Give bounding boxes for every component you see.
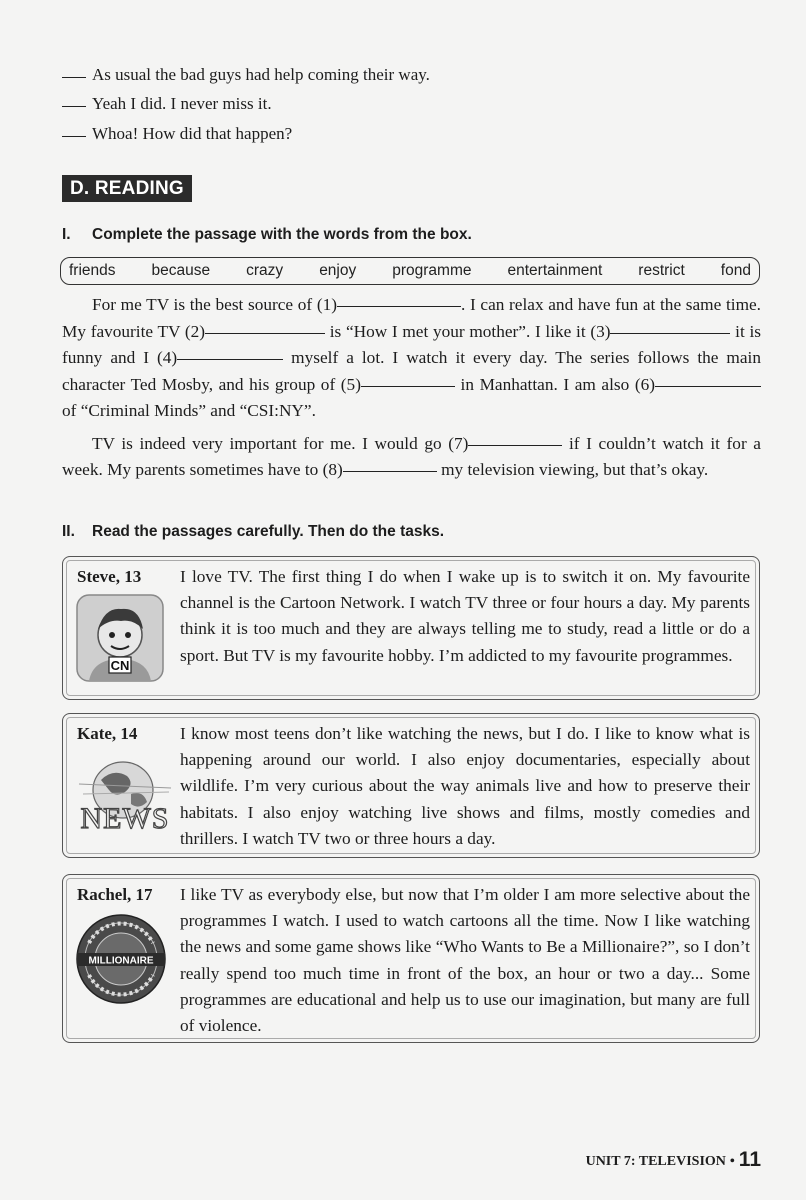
answer-blank[interactable] <box>62 106 86 107</box>
matching-item <box>62 124 292 144</box>
profile-card-rachel <box>62 874 760 1043</box>
passage-text: of “Criminal Minds” and “CSI:NY”. <box>62 401 316 420</box>
page-number: 11 <box>738 1148 761 1171</box>
gap-8[interactable] <box>343 471 437 472</box>
card-name: Steve, 13 <box>77 567 142 586</box>
matching-text: As usual the bad guys had help coming their way. <box>92 65 430 84</box>
gap-6[interactable] <box>655 386 761 387</box>
task-number: I. <box>62 226 71 243</box>
card-text: I like TV as everybody else, but now that I’m older I am more selective about the programmes I watch. I used to watch cartoons all the time. Now I like watching the news and some game shows like “Who Wants to Be a Millionaire?”, so I don’t really spend too much time in front of the box, an hour or two a day... Some programmes are educational and help us to use our imagination, but many are full of violence. <box>180 885 750 1036</box>
task-instruction: Read the passages carefully. Then do the tasks. <box>92 523 445 540</box>
word-box <box>60 257 760 285</box>
task-instruction: Complete the passage with the words from the box. <box>92 226 472 243</box>
cloze-passage <box>62 292 761 484</box>
passage-paragraph <box>62 292 761 425</box>
task-1-heading <box>62 226 472 244</box>
card-text: I love TV. The first thing I do when I wake up is to switch it on. My favourite channel is the Cartoon Network. I watch TV three or four hours a day. My parents think it is too much and they are always telling me to study, read a little or do a sport. But TV is my favourite hobby. I’m addicted to my favourite programmes. <box>180 567 750 665</box>
passage-text: TV is indeed very important for me. I would go (7) <box>92 433 469 453</box>
gap-5[interactable] <box>361 386 455 387</box>
word-box-item: restrict <box>638 262 685 279</box>
profile-card-kate <box>62 713 760 858</box>
passage-text: is “How I met your mother”. I like it (3) <box>325 321 611 341</box>
gap-1[interactable] <box>337 306 461 307</box>
unit-title: UNIT 7: TELEVISION <box>585 1154 726 1169</box>
card-name: Rachel, 17 <box>77 885 153 904</box>
word-box-item: programme <box>392 262 472 279</box>
word-box-item: fond <box>720 262 751 279</box>
news-globe-logo <box>75 754 175 838</box>
passage-text: in Manhattan. I am also (6) <box>454 374 655 394</box>
passage-text: it is funny and I (4) <box>62 321 761 367</box>
gap-7[interactable] <box>468 445 562 446</box>
passage-text: if I couldn’t watch it for a week. My parents sometimes have to (8) <box>62 433 761 479</box>
card-name: Kate, 14 <box>77 724 138 743</box>
passage-text: myself a lot. I watch it every day. The series follows the main character Ted Mosby, and his group of (5) <box>62 348 761 394</box>
word-box-item: crazy <box>246 262 284 279</box>
word-box-item: friends <box>69 262 116 279</box>
word-box-item: enjoy <box>319 262 357 279</box>
matching-item <box>62 94 272 114</box>
gap-3[interactable] <box>610 333 730 334</box>
passage-text: my television viewing, but that’s okay. <box>436 460 709 479</box>
gap-2[interactable] <box>205 333 325 334</box>
word-box-item: because <box>151 262 211 279</box>
svg-text:NEWS: NEWS <box>80 802 170 834</box>
answer-blank[interactable] <box>62 136 86 137</box>
card-text: I know most teens don’t like watching the news, but I do. I like to know what is happening around our world. I also enjoy documentaries, especially about wildlife. I’m very curious about the way animals live and how to preserve their habitats. I also enjoy watching live shows and films, mostly comedies and thrillers. I watch TV two or three hours a day. <box>180 724 750 848</box>
cartoon-network-logo <box>75 593 165 687</box>
matching-item <box>62 65 430 85</box>
passage-text: . I can relax and have fun at the same time. My favourite TV (2) <box>62 295 761 341</box>
svg-text:MILLIONAIRE: MILLIONAIRE <box>88 955 154 967</box>
profile-card-steve <box>62 556 760 700</box>
passage-paragraph <box>62 431 761 484</box>
gap-4[interactable] <box>177 359 283 360</box>
task-number: II. <box>62 523 75 540</box>
section-title: D. READING <box>62 175 192 202</box>
answer-blank[interactable] <box>62 77 86 78</box>
matching-text: Whoa! How did that happen? <box>92 124 293 143</box>
millionaire-logo <box>75 913 167 1009</box>
footer-bullet: • <box>729 1154 735 1169</box>
page-footer <box>586 1148 761 1172</box>
passage-text: For me TV is the best source of (1) <box>92 295 337 314</box>
matching-text: Yeah I did. I never miss it. <box>92 94 272 113</box>
svg-text:CN: CN <box>110 658 130 673</box>
word-box-item: entertainment <box>507 262 603 279</box>
task-2-heading <box>62 523 444 541</box>
